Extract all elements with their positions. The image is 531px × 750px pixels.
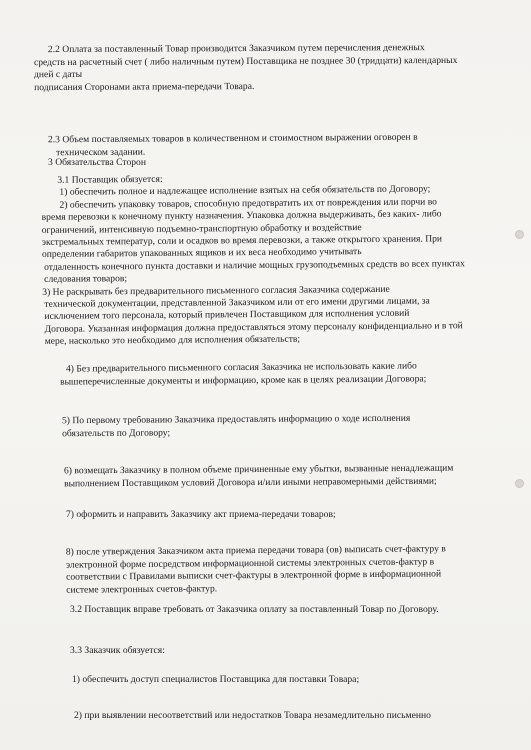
text-line: 4) Без предварительного письменного согласия Заказчика не использовать какие либо	[65, 360, 417, 375]
text-line: исключением того персонала, который привлечен Поставщиком для исполнения условий	[44, 308, 410, 323]
text-line: вышеперечисленные документы и информацию, кроме как в целях реализации Договора;	[60, 372, 427, 388]
item-3-3-1	[72, 674, 359, 687]
item-4	[60, 360, 426, 388]
text-line: 6) возмещать Заказчику в полном объеме причиненные ему убытки, вызванные ненадлежащим	[63, 462, 454, 477]
paragraph-3-2	[70, 604, 439, 617]
text-line: мере, насколько это необходимо для исполнения обязательств;	[44, 333, 301, 348]
text-line: подписания Сторонами акта приема-передачи Товара.	[34, 80, 255, 93]
text-line: дней с даты	[34, 69, 83, 81]
text-line: 2.2 Оплата за поставленный Товар производится Заказчиком путем перечисления денежных	[47, 42, 425, 56]
paragraph-3-3	[70, 645, 165, 658]
text-line: отдаленность конечного пункта доставки и наличие мощных грузоподъемных средств во всех пунктах	[44, 258, 465, 273]
text-line: экстремальных температур, соли и осадков во время перевозки, а также открытого хранения. При	[41, 233, 443, 248]
punch-hole	[515, 479, 524, 488]
paragraph-2-2	[33, 42, 458, 95]
text-line: 3.3 Заказчик обязуется:	[70, 645, 165, 656]
text-line: средств на расчетный счет ( либо наличным путем) Поставщика не позднее 30 (тридцати) календарных	[33, 54, 458, 68]
text-line: 7) оформить и направить Заказчику акт приема-передачи товаров;	[66, 509, 336, 520]
item-5	[62, 413, 410, 441]
text-line: выполнением Поставщиком условий Договора и/или иными неправомерными действиями;	[64, 475, 437, 489]
text-line: 2) при выявлении несоответствий или недостатков Товара незамедлительно письменно	[74, 710, 431, 721]
item-7	[66, 509, 336, 522]
text-line: 1) обеспечить доступ специалистов Поставщика для поставки Товара;	[72, 674, 360, 685]
text-line: 2.3 Объем поставляемых товаров в количественном и стоимостном выражении оговорен в	[47, 131, 418, 146]
punch-holes	[515, 230, 525, 728]
text-line: соответствии с Правилами выписки счет-фактуры в электронной форме в информационной	[66, 568, 442, 583]
text-line: 3) Не раскрывать без предварительного письменного согласия Заказчика содержание	[42, 283, 390, 298]
text-line: системе электронных счетов-фактур.	[66, 583, 218, 596]
section-3-heading	[48, 157, 146, 170]
text-line: следования товаров;	[44, 273, 128, 286]
text-line: Договора. Указанная информация должна предоставляться этому персоналу конфиденциально и в той	[44, 320, 463, 335]
text-line: 2) обеспечить упаковку товаров, способную предотвратить их от повреждения или порчи во	[59, 196, 438, 211]
text-line: время перевозки к конечному пункту назначения. Упаковка должна выдерживать, без каких- либо	[41, 208, 442, 224]
text-line: ограничений, интенсивную подъемно-транспортную обработку и воздействие	[41, 221, 362, 236]
text-line: 1) обеспечить полное и надлежащее исполнение взятых на себя обязательств по Договору;	[59, 183, 431, 199]
text-line: определении габаритов упакованных ящиков и их веса необходимо учитывать	[41, 246, 362, 261]
text-line: 3.2 Поставщик вправе требовать от Заказчика оплату за поставленный Товар по Договору.	[70, 604, 439, 615]
section-title: 3 Обязательства Сторон	[48, 157, 146, 168]
text-line: 3.1 Поставщик обязуется:	[57, 173, 163, 186]
paragraph-3-1	[41, 171, 465, 348]
item-6	[64, 463, 453, 491]
text-line: обязательств по Договору;	[62, 427, 171, 439]
text-line: технической документации, представленной Заказчиком или от его имени другими лицами, за	[44, 295, 430, 310]
item-8	[66, 543, 446, 597]
punch-hole	[515, 230, 524, 239]
paragraph-2-3	[48, 132, 418, 160]
item-3-3-2	[74, 710, 431, 723]
text-line: 5) По первому требованию Заказчика предоставлять информацию о ходе исполнения	[61, 412, 411, 427]
text-line: 8) после утверждения Заказчиком акта приема передачи товара (ов) выписать счет-фактуру в	[65, 543, 446, 558]
text-line: электронной форме посредством информационной системы электронных счетов-фактур в	[65, 556, 435, 571]
text-line: техническом задании.	[56, 146, 146, 158]
